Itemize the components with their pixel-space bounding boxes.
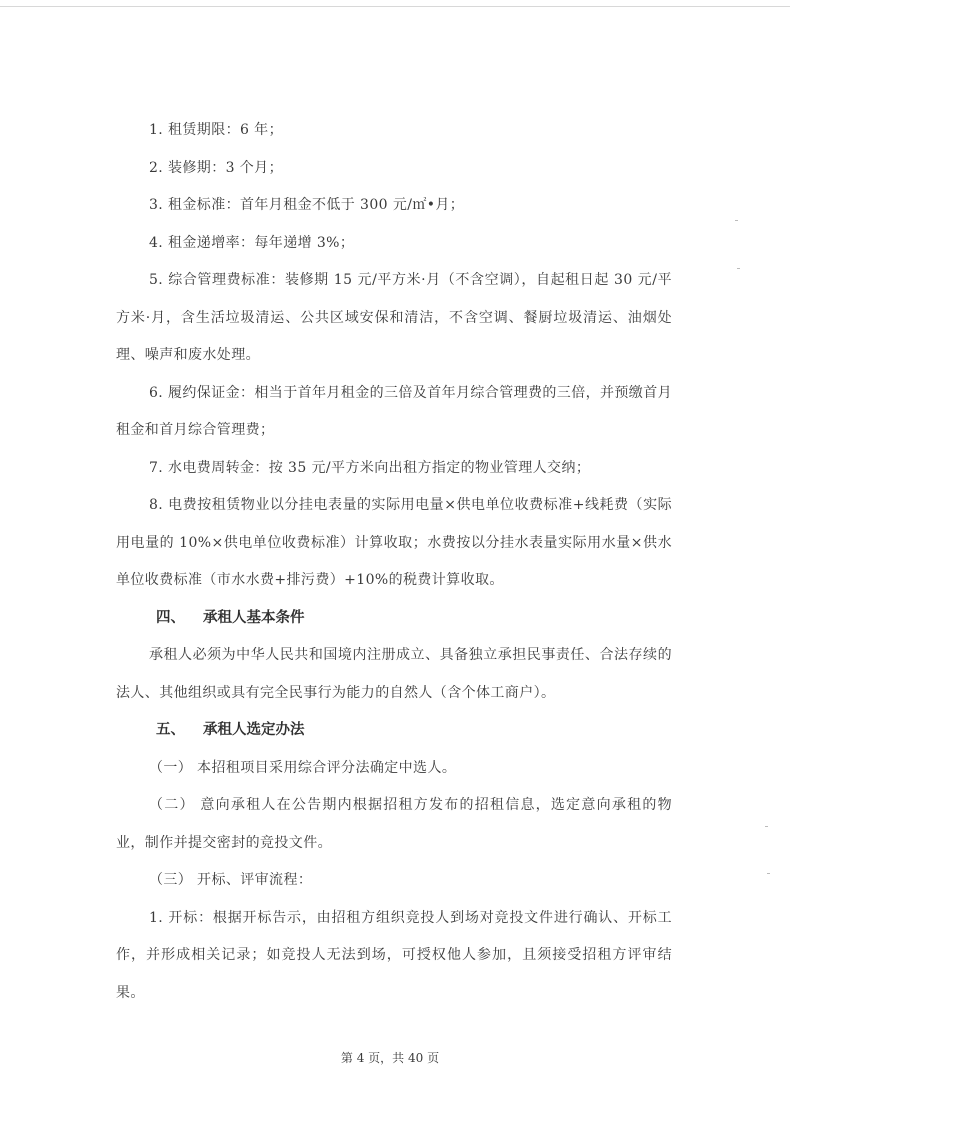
- scan-speck: [765, 826, 768, 827]
- section-5-title: 承租人选定办法: [203, 722, 305, 738]
- scan-speck: [737, 268, 740, 269]
- top-scan-line: [0, 6, 790, 7]
- term-management-fee: 5. 综合管理费标准：装修期 15 元/平方米·月（不含空调），自起租日起 30 元/平方米·月，含生活垃圾清运、公共区域安保和清洁，不含空调、餐厨垃圾清运、油烟处理、噪声和废水处理。: [116, 272, 672, 363]
- term-lease-period: 1. 租赁期限：6 年；: [149, 122, 283, 138]
- document-body: [116, 112, 672, 1012]
- section-4-number: 四、: [156, 609, 185, 626]
- scan-speck: [767, 873, 770, 874]
- scan-speck: [735, 220, 738, 221]
- page-number-footer: 第 4 页，共 40 页: [340, 1051, 440, 1065]
- section-5-item-2: （二） 意向承租人在公告期内根据招租方发布的招租信息，选定意向承租的物业，制作并提交密封的竞投文件。: [116, 797, 672, 851]
- section-5-heading: [116, 712, 672, 750]
- term-rent-standard: 3. 租金标准：首年月租金不低于 300 元/㎡•月；: [149, 197, 465, 213]
- term-performance-deposit: 6. 履约保证金：相当于首年月租金的三倍及首年月综合管理费的三倍，并预缴首月租金和首月综合管理费；: [116, 384, 673, 438]
- term-utility-deposit: 7. 水电费周转金：按 35 元/平方米向出租方指定的物业管理人交纳；: [149, 459, 591, 476]
- term-utility-billing: 8. 电费按租赁物业以分挂电表量的实际用电量×供电单位收费标准+线耗费（实际用电量的 10%×供电单位收费标准）计算收取；水费按以分挂水表量实际用水量×供水单位收费标准（市水水费+排污费）+10%的税费计算收取。: [116, 497, 672, 588]
- term-rent-increase: 4. 租金递增率：每年递增 3%；: [149, 234, 355, 251]
- term-renovation-period: 2. 装修期：3 个月；: [149, 159, 283, 176]
- section-4-title: 承租人基本条件: [203, 609, 305, 626]
- section-5-item-4: 1. 开标：根据开标告示，由招租方组织竞投人到场对竞投文件进行确认、开标工作，并形成相关记录；如竞投人无法到场，可授权他人参加，且须接受招租方评审结果。: [116, 909, 672, 1001]
- section-5-item-1: （一） 本招租项目采用综合评分法确定中选人。: [149, 759, 457, 776]
- section-5-item-3: （三） 开标、评审流程：: [149, 872, 313, 888]
- section-4-text: 承租人必须为中华人民共和国境内注册成立、具备独立承担民事责任、合法存续的法人、其他组织或具有完全民事行为能力的自然人（含个体工商户）。: [116, 647, 672, 701]
- section-4-heading: [116, 600, 672, 638]
- section-5-number: 五、: [156, 722, 185, 738]
